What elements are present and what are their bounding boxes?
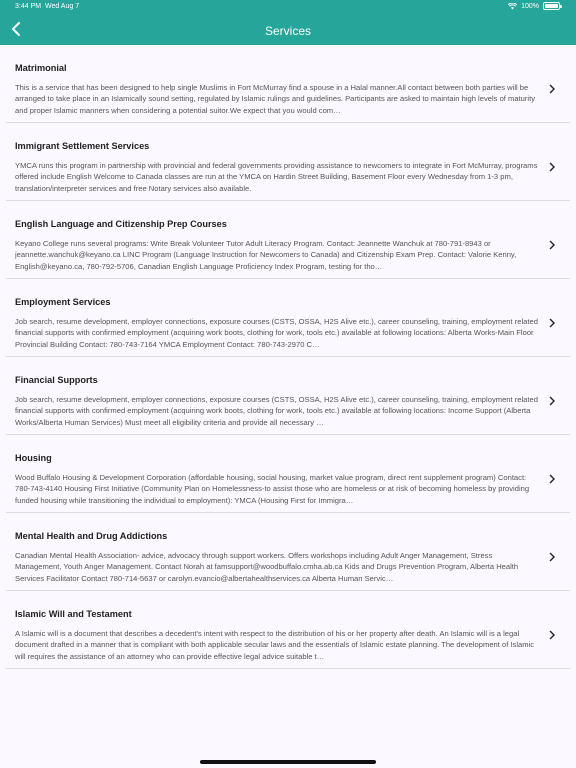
status-right — [508, 2, 560, 10]
status-time: 3:44 PM Wed Aug 7 — [15, 3, 80, 10]
page-title: Services — [264, 24, 311, 38]
list-item[interactable] — [6, 201, 570, 279]
list-item-title: Employment Services — [15, 297, 111, 307]
chevron-right-icon — [548, 474, 556, 484]
list-item-title: Financial Supports — [15, 375, 98, 385]
list-item-description: Canadian Mental Health Association- advice, advocacy through support workers. Offers workshops including Adult Anger Management, Stress Management, Youth Anger Management. Contact Norah at famsupport@woodbuffalo.cmha.ab.ca Kids and Drugs Prevention Program, Alberta Health Services Facilitator Contact 780-714-5637 or carolyn.evancio@albertahealthservices.ca Alberta Human Servic… — [15, 551, 519, 583]
chevron-right-icon — [548, 396, 556, 406]
chevron-right-icon — [548, 84, 556, 94]
list-item[interactable] — [6, 357, 570, 435]
battery-icon — [543, 2, 560, 10]
list-item[interactable] — [6, 591, 570, 669]
list-item-title: English Language and Citizenship Prep Courses — [15, 219, 227, 229]
list-item[interactable] — [6, 123, 570, 201]
list-item[interactable] — [6, 45, 570, 123]
status-bar — [0, 0, 576, 14]
list-item-title: Matrimonial — [15, 63, 67, 73]
list-item-description: YMCA runs this program in partnership with provincial and federal governments providing assistance to newcomers to integrate in Fort McMurray, programs offered include English Welcome to Canada classes are run at the YMCA on Hardin Street Building, Basement Floor every Wednesday from 1-3 pm, translation/interpreter services and free Notary services also available. — [15, 161, 538, 193]
list-item-description: Keyano College runs several programs: Write Break Volunteer Tutor Adult Literacy Program. Contact: Jeannette Wanchuk at 780-791-8943 or jeannette.wanchuk@keyano.ca LINC Program (Language Instruction for Newcomers to Canada) and Citizenship Exam Prep. Contact: Valorie Kenny, English@keyano.ca, 780-792-5706, Canadian English Language Proficiency Index Program, testing for tho… — [15, 239, 517, 271]
list-item-description: This is a service that has been designed to help single Muslims in Fort McMurray find a spouse in a Halal manner.All contact between both parties will be arranged to take place in an Islamically sound setting, regulated by Islamic rulings and guidelines. Participants are asked to maintain high levels of maturity and proper Islamic manners when considering a potential suitor.We expect that you would com… — [15, 83, 536, 115]
battery-percent: 100% — [521, 2, 539, 10]
list-item[interactable] — [6, 513, 570, 591]
list-item-title: Mental Health and Drug Addictions — [15, 531, 168, 541]
top-bar — [0, 0, 576, 45]
list-item-description: Job search, resume development, employer connections, exposure courses (CSTS, OSSA, H2S Alive etc.), career counseling, training, employment related financial supports with confirmed employment (acquiring work boots, clothing for work, tools etc.) available at following locations: Income Support (Alberta Works/Alberta Human Services) Must meet all eligibility criteria and provide all necessary … — [15, 395, 538, 427]
list-item-title: Housing — [15, 453, 52, 463]
list-item-title: Immigrant Settlement Services — [15, 141, 150, 151]
services-list — [0, 45, 576, 669]
list-item-description: A Islamic will is a document that describes a decedent's intent with respect to the distribution of his or her property after death. An Islamic will is a legal document drafted in a manner that is compliant with both applicable secular laws and the essentials of Islamic estate planning. The development of Islamic will requires the assistance of an attorney who can provide effective legal advice suitable t… — [15, 629, 535, 661]
chevron-right-icon — [548, 318, 556, 328]
chevron-right-icon — [548, 552, 556, 562]
chevron-right-icon — [548, 630, 556, 640]
chevron-right-icon — [548, 162, 556, 172]
list-item[interactable] — [6, 279, 570, 357]
list-item[interactable] — [6, 435, 570, 513]
list-item-title: Islamic Will and Testament — [15, 609, 132, 619]
list-item-description: Job search, resume development, employer connections, exposure courses (CSTS, OSSA, H2S Alive etc.), career counseling, training, employment related financial supports with confirmed employment (acquiring work boots, clothing for work, tools etc.) available at following locations: Alberta Works-Main Floor Provincial Building Contact: 780-743-7164 YMCA Employment Contact: 780-743-2970 C… — [15, 317, 538, 349]
home-indicator[interactable] — [200, 760, 376, 764]
list-item-description: Wood Buffalo Housing & Development Corporation (affordable housing, social housing, market value program, direct rent supplement program) Contact: 780-743-4140 Housing First Initiative (Community Plan on Homelessness-to assist those who are homeless or at risk of becoming homeless by providing funded housing while transitioning the individual to employment): YMCA (Housing First for Immigra… — [15, 473, 530, 505]
wifi-icon — [508, 3, 517, 10]
chevron-right-icon — [548, 240, 556, 250]
